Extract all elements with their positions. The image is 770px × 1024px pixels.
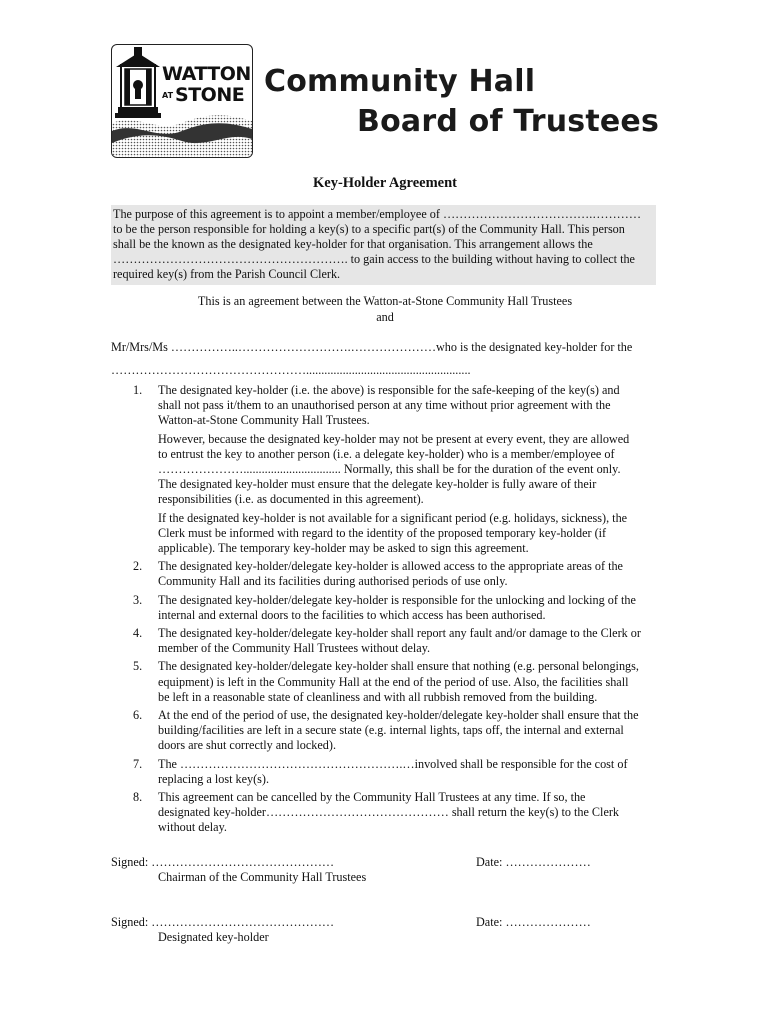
clause-text-line: building/facilities are left in a secure state (e.g. internal lights, taps off, the internal and external — [158, 723, 624, 738]
clause-text-line: applicable). The temporary key-holder may be asked to sign this agreement. — [158, 541, 529, 556]
purpose-line: to be the person responsible for holding a key(s) to a specific part(s) of the Community Hall. This person — [113, 222, 625, 237]
clause-text-line: The designated key-holder/delegate key-holder is responsible for the unlocking and locking of the — [158, 592, 636, 607]
clause-text-line: equipment) is left in the Community Hall at the end of the period of use. Also, the facilities shall — [158, 674, 629, 689]
watton-at-stone-logo — [111, 44, 253, 158]
clause-paragraph — [158, 593, 661, 623]
clause-paragraph — [158, 432, 661, 508]
logo-text — [162, 63, 251, 106]
clause-item — [111, 757, 661, 787]
title-community-hall: Community Hall — [264, 64, 536, 99]
clause-paragraph — [158, 708, 661, 754]
clause-text-line: shall not pass it/them to an unauthorised person at any time without prior agreement with the — [158, 398, 611, 413]
clause-text-line: internal and external doors to the facilities to which access has been authorised. — [158, 607, 546, 622]
clause-text-line: The designated key-holder/delegate key-holder shall report any fault and/or damage to the Clerk or — [158, 626, 641, 641]
clause-item — [111, 659, 661, 705]
clause-number: 7. — [133, 756, 143, 771]
clause-text-line: The designated key-holder must ensure that the delegate key-holder is fully aware of their — [158, 477, 597, 492]
logo-line-at: AT — [162, 90, 174, 100]
clause-text-line: The ……………………………………………….…involved shall be responsible for the cost of — [158, 756, 628, 771]
clause-paragraph — [158, 790, 661, 836]
clause-paragraph — [158, 383, 661, 429]
signature-line-chairman: Signed: ……………………………………… — [111, 855, 335, 869]
clause-text-line: responsibilities (i.e. as documented in this agreement). — [158, 492, 424, 507]
clause-number: 8. — [133, 790, 143, 805]
agreement-heading: Key-Holder Agreement — [312, 175, 458, 191]
clause-number: 2. — [133, 559, 143, 574]
clause-paragraph — [158, 757, 661, 787]
keyholder-name-line: Mr/Mrs/Ms ……………..……………………….…………………who is the designated key-holder for the — [111, 340, 633, 354]
signature-line-keyholder: Signed: ……………………………………… — [111, 915, 335, 929]
purpose-line: shall be the known as the designated key-holder for that organisation. This arrangement allows the — [113, 237, 593, 252]
purpose-line: …………………………………………………. to gain access to the building without having to collect the — [113, 252, 635, 267]
clause-text-line: without delay. — [158, 820, 227, 835]
clauses-list — [111, 383, 661, 839]
clause-item — [111, 626, 661, 656]
purpose-line: required key(s) from the Parish Council Clerk. — [113, 267, 341, 282]
title-board-of-trustees: Board of Trustees — [357, 104, 660, 139]
clause-text-line: Community Hall and its facilities during authorised periods of use only. — [158, 574, 508, 589]
clause-text-line: If the designated key-holder is not available for a significant period (e.g. holidays, sickness), the — [158, 510, 628, 525]
logo-line-watton: WATTON — [162, 63, 251, 85]
purpose-box — [111, 205, 656, 285]
clause-number: 6. — [133, 708, 143, 723]
clause-text-line: The designated key-holder/delegate key-holder is allowed access to the appropriate areas of the — [158, 559, 623, 574]
clause-paragraph — [158, 511, 661, 557]
clause-text-line: However, because the designated key-holder may not be present at every event, they are allowed — [158, 431, 630, 446]
clause-text-line: The designated key-holder/delegate key-holder shall ensure that nothing (e.g. personal belongings, — [158, 659, 639, 674]
clause-text-line: …………………................................ Normally, this shall be for the duration of the event only. — [158, 462, 621, 477]
clause-text-line: Clerk must be informed with regard to the identity of the proposed temporary key-holder (if — [158, 525, 607, 540]
clause-paragraph — [158, 659, 661, 705]
clause-text-line: designated key-holder……………………………………… shall return the key(s) to the Clerk — [158, 805, 620, 820]
purpose-line: The purpose of this agreement is to appoint a member/employee of ……………………………….………… — [113, 207, 642, 221]
clause-text-line: member of the Community Hall Trustees without delay. — [158, 641, 431, 656]
clause-number: 5. — [133, 659, 143, 674]
organisation-line: …………………………………………...................................................... — [111, 363, 471, 377]
clause-text-line: The designated key-holder (i.e. the above) is responsible for the safe-keeping of the key(s) and — [158, 383, 620, 397]
clause-text-line: replacing a lost key(s). — [158, 771, 270, 786]
agreement-parties — [0, 293, 770, 325]
clause-item — [111, 790, 661, 836]
clause-number: 3. — [133, 592, 143, 607]
clause-item — [111, 708, 661, 754]
parties-line: This is an agreement between the Watton-at-Stone Community Hall Trustees — [197, 294, 573, 308]
logo-line-stone: STONE — [175, 84, 245, 106]
parties-and: and — [376, 310, 394, 324]
clause-text-line: This agreement can be cancelled by the Community Hall Trustees at any time. If so, the — [158, 790, 586, 805]
date-line-chairman: Date: ………………… — [476, 855, 591, 869]
signature-role-chairman: Chairman of the Community Hall Trustees — [158, 870, 367, 884]
clause-item — [111, 593, 661, 623]
clause-item — [111, 559, 661, 589]
clause-text-line: At the end of the period of use, the designated key-holder/delegate key-holder shall ensure that the — [158, 708, 639, 723]
clause-paragraph — [158, 626, 661, 656]
clause-number: 1. — [133, 383, 143, 397]
clause-item — [111, 383, 661, 556]
clause-text-line: be left in a reasonable state of cleanliness and with all rubbish removed from the building. — [158, 689, 598, 704]
date-line-keyholder: Date: ………………… — [476, 915, 591, 929]
clause-paragraph — [158, 559, 661, 589]
clause-text-line: Watton-at-Stone Community Hall Trustees. — [158, 413, 370, 428]
signature-role-keyholder: Designated key-holder — [158, 930, 269, 944]
clause-text-line: doors are shut correctly and locked). — [158, 738, 337, 753]
clause-number: 4. — [133, 626, 143, 641]
clause-text-line: to entrust the key to another person (i.e. a delegate key-holder) who is a member/employee of — [158, 446, 615, 461]
